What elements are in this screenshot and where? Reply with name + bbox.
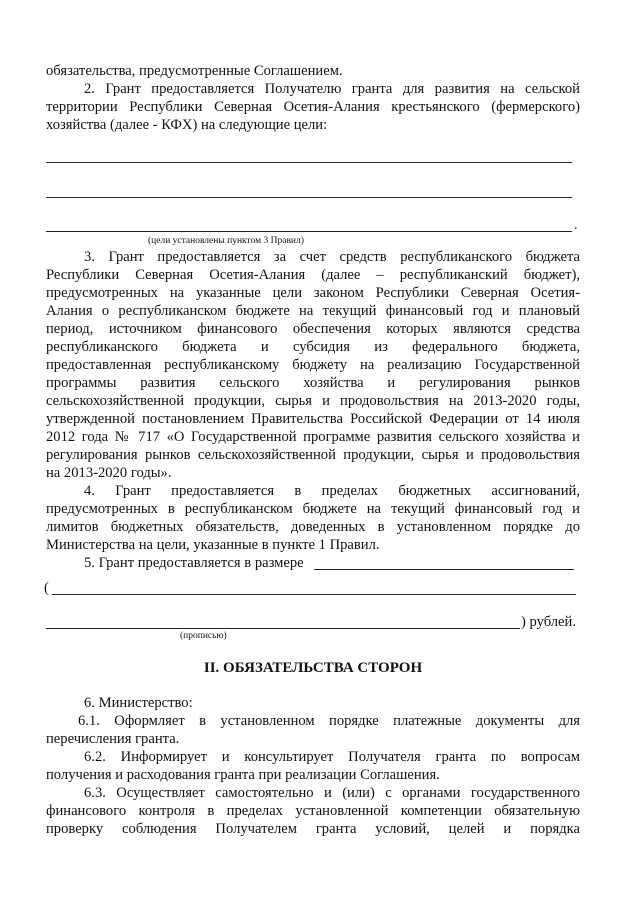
paragraph-5-line-1: 5. Грант предоставляется в размере [84,555,304,571]
amount-words-blank-line-1 [52,594,576,595]
paragraph-3-line-4: Алания о республиканском бюджете на текущий финансовый год и плановый [46,303,580,319]
paragraph-4-line-2: предусмотренных в республиканском бюджете на текущий финансовый год и [46,501,580,517]
paragraph-6-3-line-1: 6.3. Осуществляет самостоятельно и (или) с органами государственного [84,785,580,801]
section-heading: II. ОБЯЗАТЕЛЬСТВА СТОРОН [203,660,423,676]
paragraph-3-line-8: программы развития сельского хозяйства и регулирования рынков [46,375,580,391]
paragraph-3-line-11: 2012 года № 717 «О Государственной программе развития сельского хозяйства и [46,429,580,445]
paragraph-3-line-5: период, источником финансового обеспечения которых являются средства [46,321,580,337]
paragraph-3-line-6: республиканского бюджета и субсидия из федерального бюджета, [46,339,580,355]
paragraph-6-3-line-3: проверку соблюдения Получателем гранта условий, целей и порядка [46,821,580,837]
paragraph-6-2-line-1: 6.2. Информирует и консультирует Получателя гранта по вопросам [84,749,580,765]
paragraph-4-line-3: лимитов бюджетных обязательств, доведенных в установленном порядке до [46,519,580,535]
paragraph-6-3-line-2: финансового контроля в пределах установленной компетенции обязательную [46,803,580,819]
paragraph-3-line-3: предусмотренных на указанные цели законом Республики Северная Осетия- [46,285,580,301]
amount-words-blank-line-2 [46,628,520,629]
paragraph-3-line-2: Республики Северная Осетия-Алания (далее – республиканский бюджет), [46,267,580,283]
amount-words-open-paren: ( [44,580,49,596]
paragraph-2-line-3: хозяйства (далее - КФХ) на следующие цели: [46,117,328,133]
grant-amount-blank-line [314,569,574,570]
goals-blank-line-1 [46,162,572,163]
paragraph-4-line-1: 4. Грант предоставляется в пределах бюджетных ассигнований, [84,483,580,499]
paragraph-3-line-13: на 2013-2020 годы». [46,465,172,481]
paragraph-4-line-4: Министерства на цели, указанные в пункте 1 Правил. [46,537,380,553]
paragraph-6-line-1: 6. Министерство: [84,695,193,711]
paragraph-1-line: обязательства, предусмотренные Соглашением. [46,63,343,79]
paragraph-2-line-2: территории Республики Северная Осетия-Алания крестьянского (фермерского) [46,99,580,115]
goals-blank-line-3 [46,231,572,232]
rubles-label: ) рублей. [521,614,576,630]
paragraph-2-line-1: 2. Грант предоставляется Получателю гранта для развития на сельской [84,81,580,97]
paragraph-6-1-line-1: 6.1. Оформляет в установленном порядке платежные документы для [78,713,580,729]
paragraph-3-line-12: регулирования рынков сельскохозяйственной продукции, сырья и продовольствия [46,447,580,463]
paragraph-3-line-7: предоставленная республиканскому бюджету на реализацию Государственной [46,357,580,373]
paragraph-3-line-9: сельскохозяйственной продукции, сырья и продовольствия на 2013-2020 годы, [46,393,580,409]
paragraph-3-line-1: 3. Грант предоставляется за счет средств республиканского бюджета [84,249,580,265]
paragraph-6-2-line-2: получения и расходования гранта при реализации Соглашения. [46,767,440,783]
amount-words-caption: (прописью) [180,631,227,641]
goals-caption: (цели установлены пунктом 3 Правил) [148,236,304,246]
goals-period-mark: . [574,218,578,233]
paragraph-3-line-10: утвержденной постановлением Правительства Российской Федерации от 14 июля [46,411,580,427]
goals-blank-line-2 [46,197,572,198]
paragraph-6-1-line-2: перечисления гранта. [46,731,180,747]
